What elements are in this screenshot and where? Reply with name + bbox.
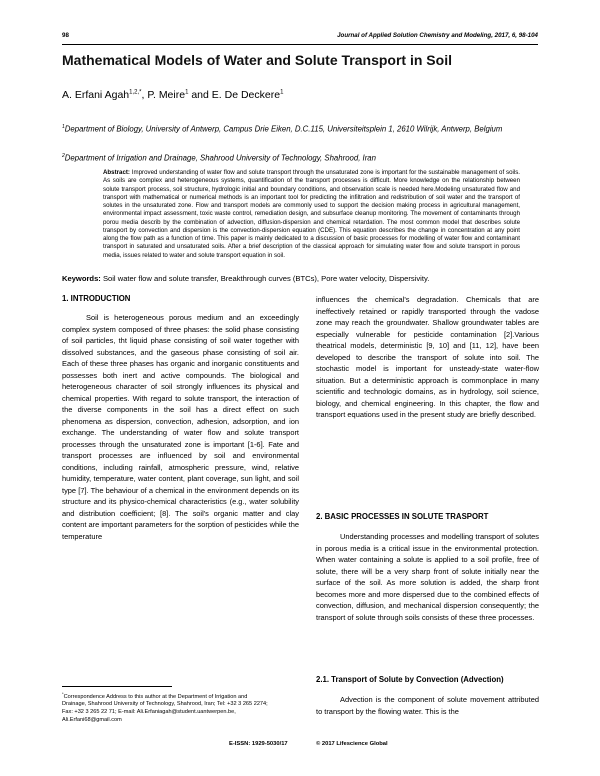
affiliation-1 bbox=[62, 122, 538, 135]
author-list bbox=[62, 89, 283, 101]
author-name: A. Erfani Agah bbox=[62, 89, 130, 101]
abstract-text: Improved understanding of water flow and solute transport through the unsaturated zone is important for the sustainable management of soils. As soils are complex and heterogeneous systems, quantification of the transport processes is difficult. More knowledge on the relationship between solute transport process, soil structure, hydrologic initial and boundary conditions, and observation scale is needed here.Modeling unsaturated flow and transport with mathematical or numerical methods is an important tool for predicting the infiltration and redistribution of soil water and the transport of solutes in the unsaturated zone. Flow and transport models are commonly used to support the decision making process in agricultural management, environmental impact assessment, toxic waste control, remediation design, and subsurface cleanup monitoring. The movement of contaminants through porou media describ by the combination of advection, diffusion-dispersion and chemical retardation. The most common model that describes solute transport by convection and dispersion is the convection-dispersion equation (CDE). This equation describes the change in concentration at any point along the flow path as a function of time. This paper is mainly dedicated to a discussion of basic processes for modelling of water flow and contaminant transport in saturated and unsaturated soils. After a brief description of the classical approach for simulating water flow and solute transport in porous media, issues related to water and solute transport equation in soil. bbox=[103, 169, 520, 259]
footnote-text: Correspondence Address to this author at the Department of Irrigation and Drainage, Shahrood University of Technology, Shahrood, Iran; Tel: +32 3 265 2274; Fax: +32 3 265 22 71; E-mail: Ali.Erfaniagah@student.uantwerpen.be, Ali.Erfani68@gmail.com bbox=[62, 693, 268, 723]
subsection-heading-advection: 2.1. Transport of Solute by Convection (Advection) bbox=[316, 675, 504, 684]
paragraph: influences the chemical's degradation. Chemicals that are ineffectively retained or rapidly transported through the vadose zone may reach the groundwater. Shallow groundwater tables are especially vulnerable for pesticide contamination [2].Various theatrical models, deterministic [9, 10] and [11, 12], have been developed to describe the transport of solute into soil. The stochastic model is important for unsteady-state water-flow situation. But a deterministic approach is commonplace in many scientific and technologic domains, as in hydrology, soil science, biology, and chemical engineering. In this chapter, the flow and transport equations used in the present study are briefly described. bbox=[316, 295, 539, 419]
keywords bbox=[62, 274, 540, 283]
footer-copyright: © 2017 Lifescience Global bbox=[316, 741, 388, 747]
abstract bbox=[103, 169, 520, 260]
author-affiliation-mark: 1 bbox=[280, 89, 284, 96]
paragraph: Understanding processes and modelling transport of solutes in porous media is a critical issue in the environmental protection. When water containing a solute is applied to a soil profile, free of solute, there will be a very sharp front of solute initially near the surface of the soil. As more solution is added, the sharp front becomes more and more dispersed due to the combined effects of convection, diffusion, and mechanical dispersion consequently; the transport of solute through soils consists of these three processes. bbox=[316, 532, 539, 622]
affiliation-text: Department of Irrigation and Drainage, Shahrood University of Technology, Shahrood, Iran bbox=[64, 153, 376, 163]
correspondence-footnote bbox=[62, 690, 272, 724]
author-affiliation-mark: 1 bbox=[185, 89, 189, 96]
paragraph: Advection is the component of solute movement attributed to transport by the flowing water. This is the bbox=[316, 695, 539, 716]
affiliation-text: Department of Biology, University of Antwerp, Campus Drie Eiken, D.C.115, Universiteitsplein 1, 2610 Wilrijk, Antwerp, Belgium bbox=[64, 124, 503, 134]
paper-title: Mathematical Models of Water and Solute Transport in Soil bbox=[62, 52, 452, 68]
section-heading-basic-processes: 2. BASIC PROCESSES IN SOLUTE TRASPORT bbox=[316, 512, 489, 521]
keywords-label: Keywords: bbox=[62, 274, 101, 283]
abstract-label: Abstract: bbox=[103, 169, 130, 176]
header-divider bbox=[62, 44, 538, 45]
affiliation-mark: 1 bbox=[62, 124, 65, 130]
right-column bbox=[316, 294, 539, 421]
author-affiliation-mark: 1,2,* bbox=[129, 89, 142, 96]
author-separator: and bbox=[188, 89, 212, 101]
affiliation-mark: 2 bbox=[62, 153, 65, 159]
journal-reference: Journal of Applied Solution Chemistry and Modeling, 2017, 6, 98-104 bbox=[337, 32, 538, 39]
running-header bbox=[62, 32, 538, 44]
footnote-divider bbox=[62, 686, 172, 687]
paragraph: Soil is heterogeneous porous medium and an exceedingly complex system composed of three phases: the solid phase consisting of soil particles, tht liquid phase consisting of soil water together with dissolved substances, and the gaseous phase consisting of soil air. Each of these three phases has organic and inorganic constituents and possesses both inert and active compounds. The biological and heterogeneous character of soil strongly influences its physical and chemical properties. With regard to solute transport, the interaction of the diverse components in the soil has a direct effect on such phenomena as dispersion, convection, adhesion, adsorption, and ion exchange. The understanding of water flow and solute transport processes through the unsaturated zone is important [1-6]. Fate and transport processes are influenced by soil and environmental conditions, including rainfall, atmospheric pressure, wind, relative humidity, temperature, water content, plant coverage, sun light, and soil type [7]. The behaviour of a chemical in the environment depends on its structure and its physico-chemical characteristics (e.g., water solubility and distribution coefficient; [8]. The soil's organic matter and clay content are important parameters for the sorption of pesticides while the temperature bbox=[62, 313, 299, 541]
keywords-text: Soil water flow and solute transfer, Breakthrough curves (BTCs), Pore water velocity, Dispersivity. bbox=[100, 274, 430, 283]
right-column-subsection bbox=[316, 694, 539, 717]
author-name: E. De Deckere bbox=[211, 89, 281, 101]
footnote-mark: * bbox=[62, 691, 64, 696]
right-column-section-2 bbox=[316, 531, 539, 623]
page-number: 98 bbox=[62, 32, 69, 39]
section-heading-introduction: 1. INTRODUCTION bbox=[62, 294, 131, 303]
left-column bbox=[62, 312, 299, 542]
affiliation-2 bbox=[62, 151, 538, 164]
footer-eissn: E-ISSN: 1929-5030/17 bbox=[229, 741, 288, 747]
author-separator: , bbox=[141, 89, 148, 101]
author-name: P. Meire bbox=[147, 89, 186, 101]
